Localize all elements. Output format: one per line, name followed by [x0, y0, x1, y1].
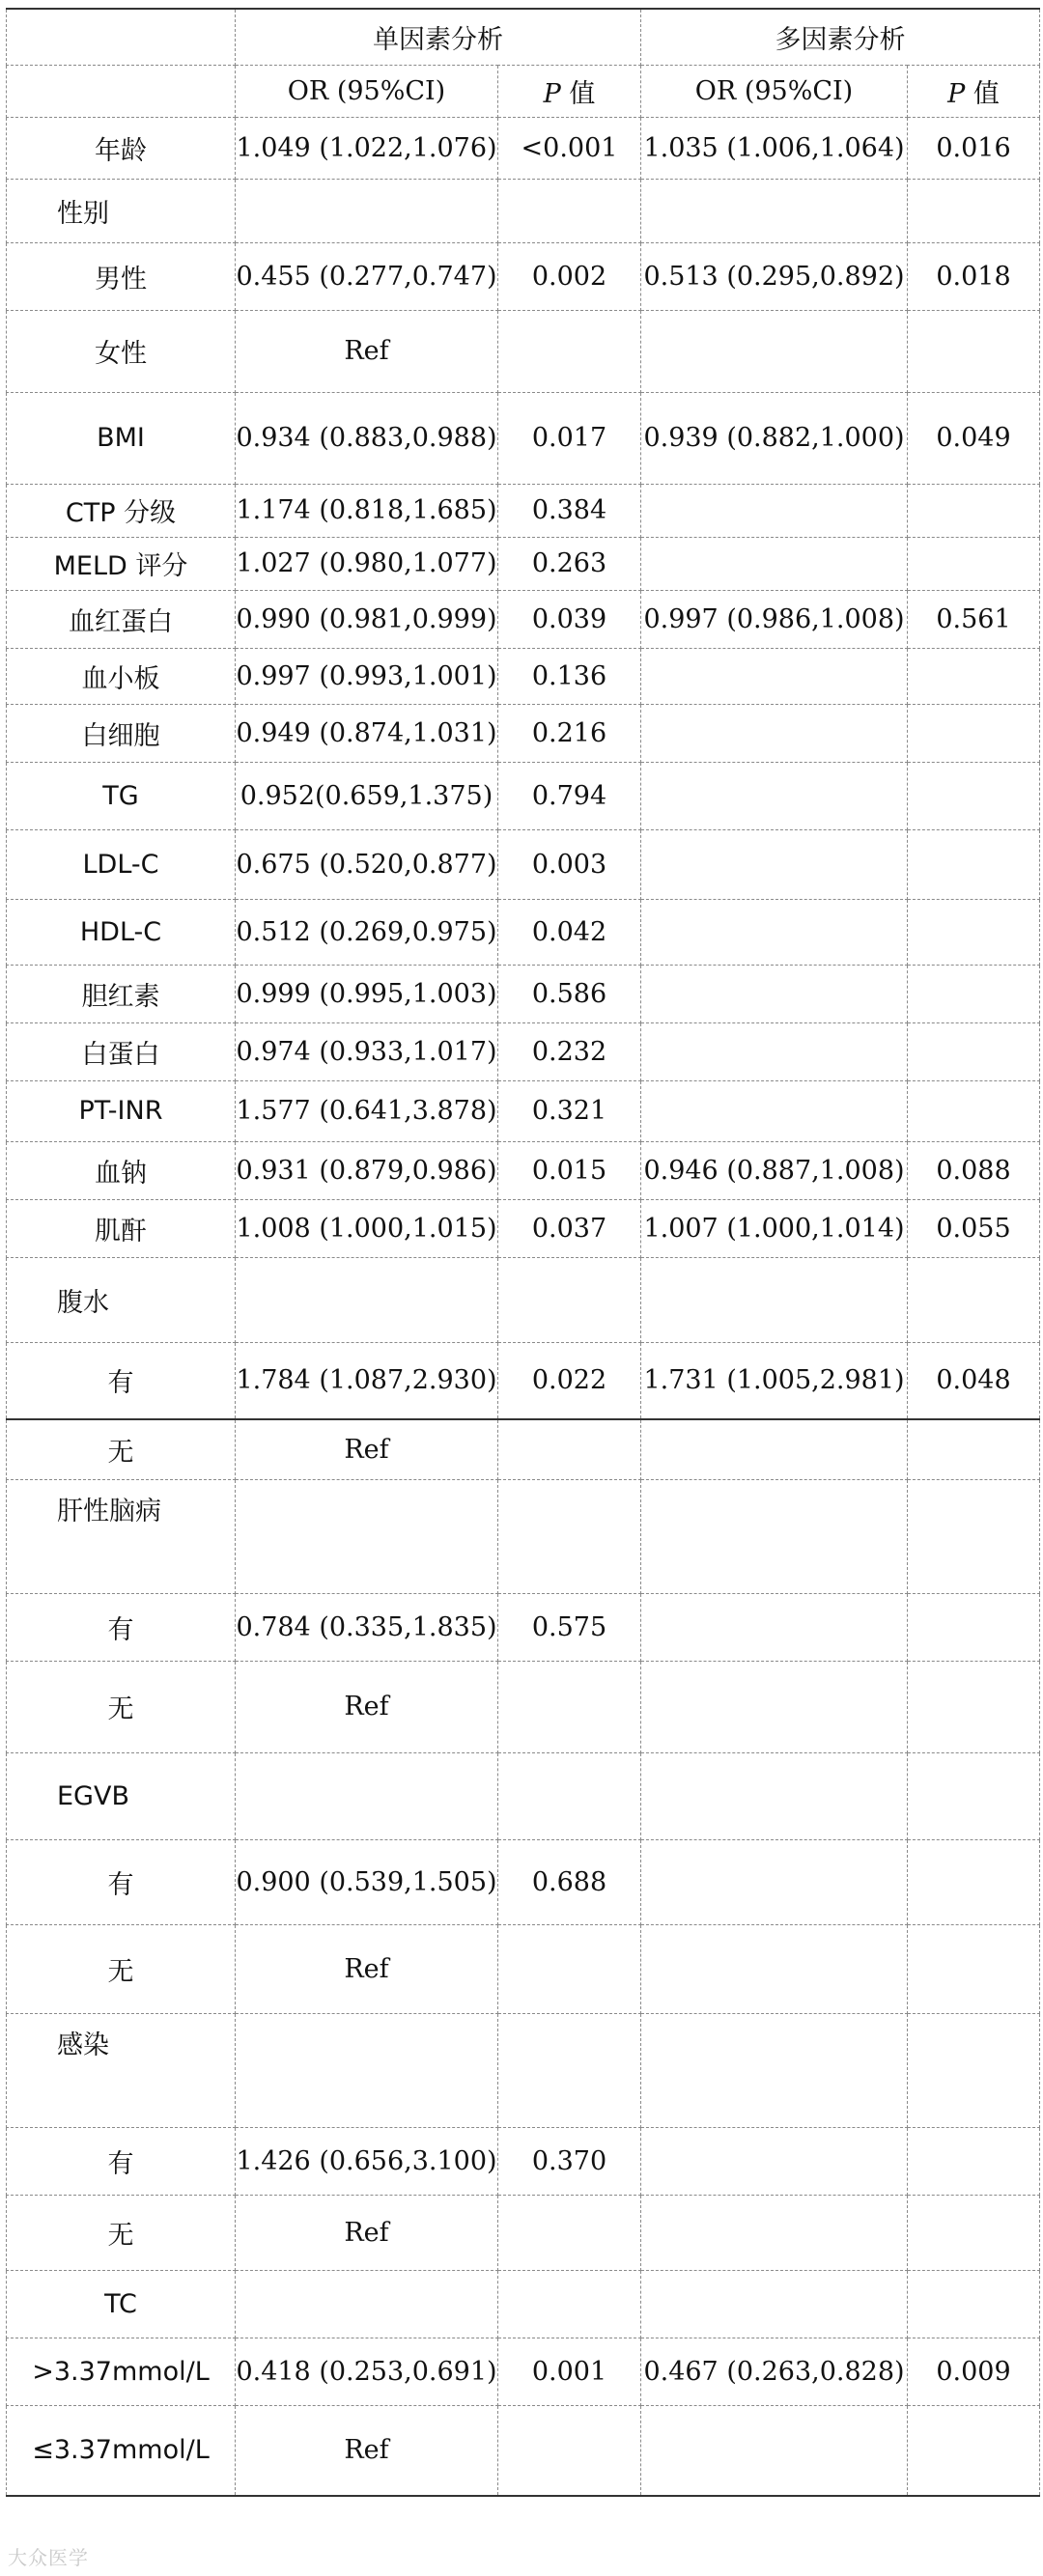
- multi-p-cell: [908, 1593, 1040, 1661]
- table-row: [7, 1022, 1040, 1080]
- table-row: [7, 965, 1040, 1022]
- uni-or-cell: 1.008 (1.000,1.015): [236, 1199, 498, 1257]
- uni-or-header: OR (95%CI): [236, 65, 498, 117]
- multi-p-cell: [908, 484, 1040, 537]
- multi-or-cell: [641, 2405, 908, 2496]
- row-label: TC: [7, 2270, 236, 2338]
- row-label: 有: [7, 2127, 236, 2195]
- uni-p-cell: 0.321: [498, 1080, 641, 1141]
- multi-p-cell: 0.016: [908, 117, 1040, 179]
- multi-p-cell: [908, 1479, 1040, 1593]
- uni-or-cell: 1.426 (0.656,3.100): [236, 2127, 498, 2195]
- multi-or-cell: [641, 310, 908, 392]
- multi-p-cell: [908, 1839, 1040, 1924]
- multi-or-cell: 0.513 (0.295,0.892): [641, 242, 908, 310]
- uni-or-cell: [236, 179, 498, 242]
- row-label: 血钠: [7, 1141, 236, 1199]
- uni-or-cell: 0.934 (0.883,0.988): [236, 392, 498, 484]
- table-row: [7, 2195, 1040, 2270]
- multi-p-cell: [908, 1257, 1040, 1342]
- multi-p-cell: [908, 310, 1040, 392]
- p-suffix: 值: [560, 78, 596, 109]
- row-label: >3.37mmol/L: [7, 2338, 236, 2405]
- results-table: [6, 8, 1040, 2497]
- multi-p-cell: 0.009: [908, 2338, 1040, 2405]
- uni-p-cell: [498, 1924, 641, 2013]
- multi-or-cell: [641, 1752, 908, 1839]
- uni-p-cell: 0.002: [498, 242, 641, 310]
- uni-or-cell: 0.418 (0.253,0.691): [236, 2338, 498, 2405]
- uni-or-cell: 1.049 (1.022,1.076): [236, 117, 498, 179]
- row-label: MELD 评分: [7, 537, 236, 590]
- multi-or-cell: [641, 2127, 908, 2195]
- table-row: [7, 484, 1040, 537]
- table-row: [7, 2405, 1040, 2496]
- row-label: HDL-C: [7, 899, 236, 965]
- uni-p-cell: [498, 2270, 641, 2338]
- row-label: 白细胞: [7, 704, 236, 762]
- uni-p-cell: 0.370: [498, 2127, 641, 2195]
- multi-p-cell: [908, 179, 1040, 242]
- multi-p-cell: [908, 2270, 1040, 2338]
- table-row: [7, 1257, 1040, 1342]
- uni-or-cell: 0.931 (0.879,0.986): [236, 1141, 498, 1199]
- uni-or-cell: 0.974 (0.933,1.017): [236, 1022, 498, 1080]
- table-row: [7, 1479, 1040, 1593]
- multi-or-cell: 1.007 (1.000,1.014): [641, 1199, 908, 1257]
- table-row: [7, 899, 1040, 965]
- uni-or-cell: 1.577 (0.641,3.878): [236, 1080, 498, 1141]
- uni-p-cell: [498, 179, 641, 242]
- row-label: 女性: [7, 310, 236, 392]
- multi-or-cell: [641, 484, 908, 537]
- multi-or-cell: [641, 1593, 908, 1661]
- table-row: [7, 1752, 1040, 1839]
- uni-p-cell: 0.586: [498, 965, 641, 1022]
- uni-p-cell: [498, 1661, 641, 1752]
- uni-or-cell: 0.784 (0.335,1.835): [236, 1593, 498, 1661]
- table-row: [7, 648, 1040, 704]
- uni-p-cell: [498, 1419, 641, 1479]
- multi-p-cell: [908, 829, 1040, 899]
- multi-or-cell: 0.997 (0.986,1.008): [641, 590, 908, 648]
- uni-p-cell: 0.039: [498, 590, 641, 648]
- row-label: 无: [7, 2195, 236, 2270]
- uni-or-cell: [236, 2270, 498, 2338]
- uni-p-cell: 0.794: [498, 762, 641, 829]
- table-row: [7, 2013, 1040, 2127]
- multi-or-cell: [641, 1924, 908, 2013]
- uni-p-cell: 0.232: [498, 1022, 641, 1080]
- uni-p-cell: [498, 2195, 641, 2270]
- row-label: PT-INR: [7, 1080, 236, 1141]
- table-row: [7, 1839, 1040, 1924]
- row-label: 肝性脑病: [7, 1479, 236, 1593]
- table-row: [7, 590, 1040, 648]
- uni-or-cell: 1.784 (1.087,2.930): [236, 1342, 498, 1419]
- uni-or-cell: 1.027 (0.980,1.077): [236, 537, 498, 590]
- multi-or-cell: [641, 899, 908, 965]
- multi-or-cell: 0.946 (0.887,1.008): [641, 1141, 908, 1199]
- table-row: [7, 1080, 1040, 1141]
- row-label: 无: [7, 1661, 236, 1752]
- row-label: ≤3.37mmol/L: [7, 2405, 236, 2496]
- row-label: 性别: [7, 179, 236, 242]
- multi-or-cell: [641, 1022, 908, 1080]
- table-row: [7, 762, 1040, 829]
- multi-p-cell: 0.049: [908, 392, 1040, 484]
- multi-or-cell: 1.035 (1.006,1.064): [641, 117, 908, 179]
- multi-p-cell: [908, 537, 1040, 590]
- row-label: 白蛋白: [7, 1022, 236, 1080]
- uni-or-cell: [236, 2013, 498, 2127]
- table-row: [7, 1419, 1040, 1479]
- uni-or-cell: Ref: [236, 1661, 498, 1752]
- multi-p-cell: [908, 762, 1040, 829]
- table-row: [7, 1661, 1040, 1752]
- table-row: [7, 179, 1040, 242]
- header-row-groups: [7, 9, 1040, 65]
- watermark: 大众医学: [8, 2546, 89, 2569]
- row-label: 有: [7, 1593, 236, 1661]
- uni-p-cell: 0.001: [498, 2338, 641, 2405]
- p-letter: P: [947, 78, 966, 109]
- uni-p-cell: 0.022: [498, 1342, 641, 1419]
- uni-p-cell: 0.263: [498, 537, 641, 590]
- table-row: [7, 1924, 1040, 2013]
- multi-p-cell: [908, 2405, 1040, 2496]
- multi-p-cell: [908, 704, 1040, 762]
- uni-or-cell: 0.952(0.659,1.375): [236, 762, 498, 829]
- uni-p-cell: [498, 1479, 641, 1593]
- row-label: 男性: [7, 242, 236, 310]
- multi-or-cell: [641, 537, 908, 590]
- uni-or-cell: Ref: [236, 1924, 498, 2013]
- multi-or-cell: [641, 965, 908, 1022]
- table-row: [7, 704, 1040, 762]
- multi-p-cell: 0.055: [908, 1199, 1040, 1257]
- table-row: [7, 310, 1040, 392]
- multi-p-cell: [908, 2127, 1040, 2195]
- univariate-header: 单因素分析: [236, 9, 641, 65]
- multi-or-cell: [641, 2013, 908, 2127]
- uni-or-cell: 0.990 (0.981,0.999): [236, 590, 498, 648]
- row-label: TG: [7, 762, 236, 829]
- table-row: [7, 2127, 1040, 2195]
- uni-or-cell: 0.512 (0.269,0.975): [236, 899, 498, 965]
- uni-or-cell: 0.999 (0.995,1.003): [236, 965, 498, 1022]
- multi-or-cell: [641, 1661, 908, 1752]
- multi-or-cell: [641, 2270, 908, 2338]
- row-label: 肌酐: [7, 1199, 236, 1257]
- uni-or-cell: Ref: [236, 2405, 498, 2496]
- multi-or-cell: [641, 2195, 908, 2270]
- multi-p-cell: [908, 1080, 1040, 1141]
- multi-or-cell: [641, 648, 908, 704]
- uni-p-cell: <0.001: [498, 117, 641, 179]
- uni-p-cell: 0.216: [498, 704, 641, 762]
- table-row: [7, 537, 1040, 590]
- multi-p-cell: [908, 2013, 1040, 2127]
- row-label: 腹水: [7, 1257, 236, 1342]
- uni-or-cell: [236, 1257, 498, 1342]
- header-row-columns: [7, 65, 1040, 117]
- multi-p-cell: [908, 965, 1040, 1022]
- uni-or-cell: Ref: [236, 1419, 498, 1479]
- uni-p-cell: [498, 1752, 641, 1839]
- multi-p-cell: [908, 1661, 1040, 1752]
- multi-or-cell: [641, 762, 908, 829]
- row-label: 无: [7, 1419, 236, 1479]
- uni-p-cell: 0.384: [498, 484, 641, 537]
- multi-p-cell: 0.561: [908, 590, 1040, 648]
- table-row: [7, 1141, 1040, 1199]
- row-label: 年龄: [7, 117, 236, 179]
- multi-or-cell: [641, 1257, 908, 1342]
- uni-p-cell: 0.003: [498, 829, 641, 899]
- multi-p-cell: [908, 1419, 1040, 1479]
- uni-p-cell: 0.136: [498, 648, 641, 704]
- uni-p-cell: [498, 2013, 641, 2127]
- uni-p-cell: [498, 310, 641, 392]
- row-label: 有: [7, 1342, 236, 1419]
- uni-or-cell: Ref: [236, 2195, 498, 2270]
- multi-or-cell: 1.731 (1.005,2.981): [641, 1342, 908, 1419]
- uni-p-cell: [498, 1257, 641, 1342]
- multi-or-cell: [641, 1479, 908, 1593]
- uni-p-cell: 0.042: [498, 899, 641, 965]
- uni-or-cell: [236, 1752, 498, 1839]
- uni-p-cell: 0.575: [498, 1593, 641, 1661]
- header-blank: [7, 65, 236, 117]
- uni-p-cell: [498, 2405, 641, 2496]
- row-label: 无: [7, 1924, 236, 2013]
- uni-p-cell: 0.688: [498, 1839, 641, 1924]
- uni-or-cell: [236, 1479, 498, 1593]
- table-row: [7, 2338, 1040, 2405]
- multi-or-header: OR (95%CI): [641, 65, 908, 117]
- header-blank: [7, 9, 236, 65]
- row-label: 感染: [7, 2013, 236, 2127]
- uni-or-cell: 0.997 (0.993,1.001): [236, 648, 498, 704]
- multi-p-cell: 0.088: [908, 1141, 1040, 1199]
- multi-or-cell: [641, 1839, 908, 1924]
- multi-or-cell: 0.467 (0.263,0.828): [641, 2338, 908, 2405]
- uni-or-cell: Ref: [236, 310, 498, 392]
- table-row: [7, 2270, 1040, 2338]
- table-row: [7, 829, 1040, 899]
- table-row: [7, 117, 1040, 179]
- multi-p-cell: [908, 1752, 1040, 1839]
- row-label: 血红蛋白: [7, 590, 236, 648]
- multi-p-cell: [908, 2195, 1040, 2270]
- table-row: [7, 242, 1040, 310]
- row-label: EGVB: [7, 1752, 236, 1839]
- uni-or-cell: 1.174 (0.818,1.685): [236, 484, 498, 537]
- multi-or-cell: [641, 829, 908, 899]
- p-suffix: 值: [965, 78, 1000, 109]
- uni-p-cell: 0.015: [498, 1141, 641, 1199]
- uni-or-cell: 0.675 (0.520,0.877): [236, 829, 498, 899]
- multivariate-header: 多因素分析: [641, 9, 1040, 65]
- multi-p-header: [908, 65, 1040, 117]
- uni-p-cell: 0.037: [498, 1199, 641, 1257]
- table-row: [7, 392, 1040, 484]
- row-label: 胆红素: [7, 965, 236, 1022]
- multi-p-cell: 0.048: [908, 1342, 1040, 1419]
- table-row: [7, 1593, 1040, 1661]
- table-row: [7, 1199, 1040, 1257]
- uni-p-header: [498, 65, 641, 117]
- p-letter: P: [543, 78, 561, 109]
- row-label: 血小板: [7, 648, 236, 704]
- uni-p-cell: 0.017: [498, 392, 641, 484]
- multi-p-cell: 0.018: [908, 242, 1040, 310]
- table-row: [7, 1342, 1040, 1419]
- row-label: LDL-C: [7, 829, 236, 899]
- multi-p-cell: [908, 899, 1040, 965]
- multi-or-cell: [641, 1080, 908, 1141]
- multi-p-cell: [908, 1924, 1040, 2013]
- uni-or-cell: 0.949 (0.874,1.031): [236, 704, 498, 762]
- row-label: BMI: [7, 392, 236, 484]
- multi-p-cell: [908, 648, 1040, 704]
- multi-or-cell: [641, 704, 908, 762]
- row-label: 有: [7, 1839, 236, 1924]
- uni-or-cell: 0.900 (0.539,1.505): [236, 1839, 498, 1924]
- multi-or-cell: [641, 179, 908, 242]
- row-label: CTP 分级: [7, 484, 236, 537]
- multi-or-cell: [641, 1419, 908, 1479]
- uni-or-cell: 0.455 (0.277,0.747): [236, 242, 498, 310]
- multi-p-cell: [908, 1022, 1040, 1080]
- multi-or-cell: 0.939 (0.882,1.000): [641, 392, 908, 484]
